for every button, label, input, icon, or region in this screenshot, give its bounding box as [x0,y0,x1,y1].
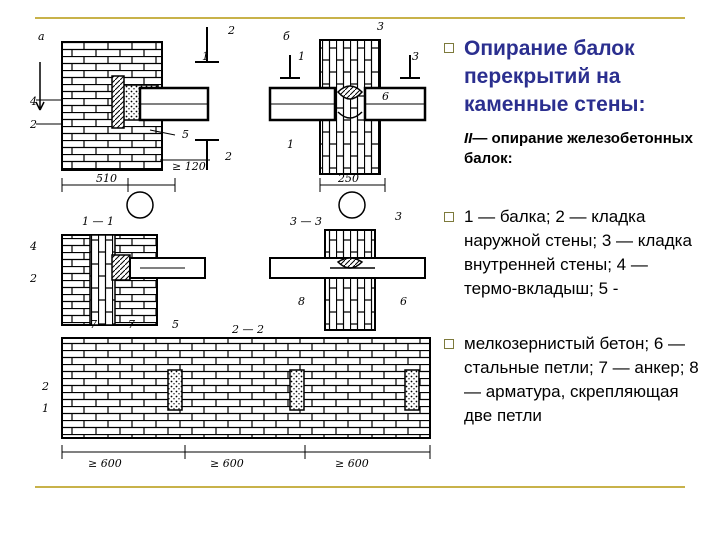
section-1-1 [62,235,205,325]
dim-600-3: ≥ 600 [335,457,369,470]
legend-part-2: мелкозернистый бетон; 6 — стальные петли; 7 — анкер; 8 — арматура, скрепляющая две петли [464,334,699,425]
view-b [270,40,425,218]
callout-2-bottom: 2 [42,380,49,393]
dim-510: 510 [96,172,117,185]
callout-4-a: 4 [30,95,37,108]
dim-600-1: ≥ 600 [88,457,122,470]
callout-6-s: 6 [400,295,407,308]
legend-part-1: 1 — балка; 2 — кладка наружной стены; 3 — кладка внутренней стены; 4 — термо-вкладыш; 5 - [464,207,692,298]
section-2-2-label: 2 — 2 [232,323,264,336]
title-bullet [444,43,454,53]
callout-8-s: 8 [298,295,305,308]
callout-1-b-low: 1 [287,138,294,151]
slide-title: Опирание балок перекрытий на каменные стены: [464,37,646,116]
subtitle-prefix: II [464,130,473,147]
dim-600-2: ≥ 600 [210,457,244,470]
section-3-3-label: 3 — 3 [290,215,322,228]
callout-2-a: 2 [228,24,235,37]
callout-7-s: 7 [90,318,97,331]
callout-3-b: 3 [377,20,384,33]
view-b-label: б [283,30,290,43]
section-3-3 [270,230,425,330]
callout-2-wall: 2 [30,118,37,131]
callout-6-b: 6 [382,90,389,103]
callout-1-bottom: 1 [42,402,49,415]
callout-2-a-low: 2 [225,150,232,163]
view-a-label: а [38,30,45,43]
callout-1-a: 1 [202,50,209,63]
section-2-2 [62,338,430,459]
legend-bullet-1 [444,212,454,222]
callout-5-a: 5 [182,128,189,141]
dim-120: ≥ 120 [172,160,206,173]
callout-3-s: 3 [395,210,402,223]
subtitle-text: — опирание железобетонных балок: [464,130,693,167]
dim-250: 250 [338,172,359,185]
legend-bullet-2 [444,339,454,349]
callout-1-b-left: 1 [298,50,305,63]
callout-3-b-right: 3 [412,50,419,63]
callout-4-s: 4 [30,240,37,253]
callout-5-s: 5 [172,318,179,331]
section-1-1-label: 1 — 1 [82,215,114,228]
callout-7-s2: 7 [128,318,135,331]
callout-2-s: 2 [30,272,37,285]
subtitle [464,129,704,169]
view-a [36,27,219,218]
